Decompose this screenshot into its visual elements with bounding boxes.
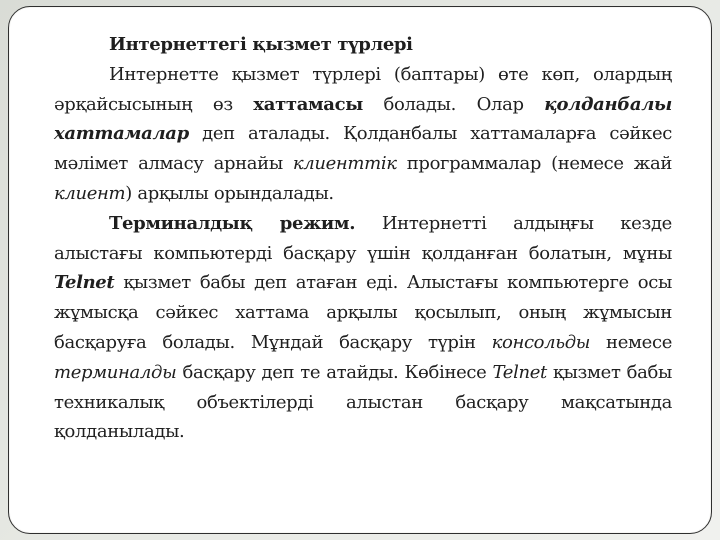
slide-content <box>54 30 672 447</box>
italic-term-terminal: терминалды <box>54 361 177 383</box>
italic-term-client-adj: клиенттік <box>292 153 397 175</box>
text-run: деп аталады. Қолданбалы хаттамаларға сәйкес мәлімет алмасу арнайы <box>54 123 672 175</box>
paragraph-services <box>54 60 672 209</box>
text-run: басқару деп те атайды. Көбінесе <box>176 361 493 383</box>
bold-term-terminal-mode: Терминалдық режим. <box>109 212 356 234</box>
bold-italic-term-telnet: Telnet <box>54 272 115 294</box>
italic-term-console: консольды <box>491 331 591 353</box>
italic-term-telnet: Telnet <box>492 361 547 383</box>
slide-title: Интернеттегі қызмет түрлері <box>109 34 413 55</box>
paragraph-terminal-mode <box>54 209 672 447</box>
text-run: программалар (немесе жай <box>396 153 672 175</box>
bold-term-protocol: хаттамасы <box>253 93 363 115</box>
text-run: қызмет бабы техникалық объектілерді алыстан басқару мақсатында қолданылады. <box>54 361 672 443</box>
italic-term-client: клиент <box>54 182 126 204</box>
text-run: Интернетте қызмет түрлері (баптары) өте көп, олардың әрқайсысының өз <box>54 63 672 115</box>
text-run: немесе <box>590 331 672 353</box>
bold-italic-term-application-protocols: қолданбалы хаттамалар <box>54 93 672 145</box>
text-run: Интернетті алдыңғы кезде алыстағы компьютерді басқару үшін қолданған болатын, мұны <box>54 212 672 264</box>
text-run: ) арқылы орындалады. <box>125 182 334 204</box>
text-run: қызмет бабы деп атаған еді. Алыстағы компьютерге осы жұмысқа сәйкес хаттама арқылы қосылып, оның жұмысын басқаруға болады. Мұндай басқару түрін <box>54 272 672 353</box>
text-run: болады. Олар <box>362 93 545 115</box>
